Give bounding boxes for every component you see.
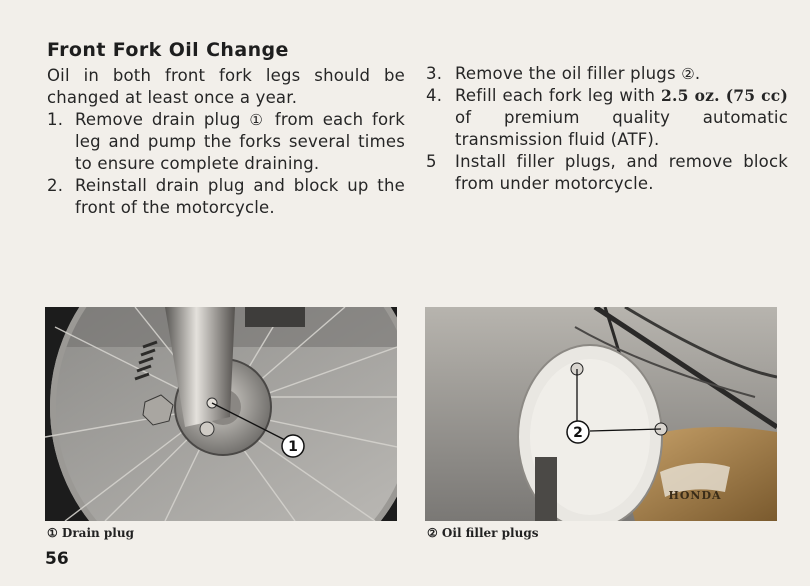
photo-drain-plug	[45, 307, 397, 521]
wheel-hub-illustration	[45, 307, 397, 521]
intro-paragraph: Oil in both front fork legs should be changed at least once a year.	[47, 66, 405, 107]
callout-number: 1	[288, 439, 298, 455]
quantity-highlight: 2.5 oz. (75 cc)	[661, 86, 788, 105]
step-number: 3.	[426, 64, 443, 83]
step-2: 2. Reinstall drain plug and block up the front of the motorcycle.	[47, 176, 405, 217]
step-number: 1.	[47, 110, 64, 129]
caption-oil-filler-plugs: ② Oil filler plugs	[427, 526, 539, 540]
left-column	[47, 38, 405, 219]
step-3: 3. Remove the oil filler plugs ②.	[426, 64, 701, 83]
fork-top-illustration	[425, 307, 777, 521]
brand-logo: HONDA	[668, 489, 722, 502]
step-number: 2.	[47, 176, 64, 195]
step-4: 4. Refill each fork leg with 2.5 oz. (75 cc) of premium quality automatic transmission fluid (ATF).	[426, 86, 788, 149]
callout-marker: ②	[681, 65, 695, 83]
step-5: 5 Install filler plugs, and remove block from under motorcycle.	[426, 152, 788, 193]
step-number: 4.	[426, 86, 443, 105]
section-title: Front Fork Oil Change	[47, 39, 289, 61]
callout-marker: ①	[249, 111, 267, 129]
right-column	[426, 63, 788, 195]
page-number: 56	[45, 549, 69, 569]
caption-drain-plug: ① Drain plug	[47, 526, 134, 540]
photo-oil-filler-plugs	[425, 307, 777, 521]
step-1: 1. Remove drain plug ① from each fork leg and pump the forks several times to ensure complete draining.	[47, 110, 405, 173]
step-number: 5	[426, 152, 437, 171]
callout-number: 2	[573, 425, 583, 441]
